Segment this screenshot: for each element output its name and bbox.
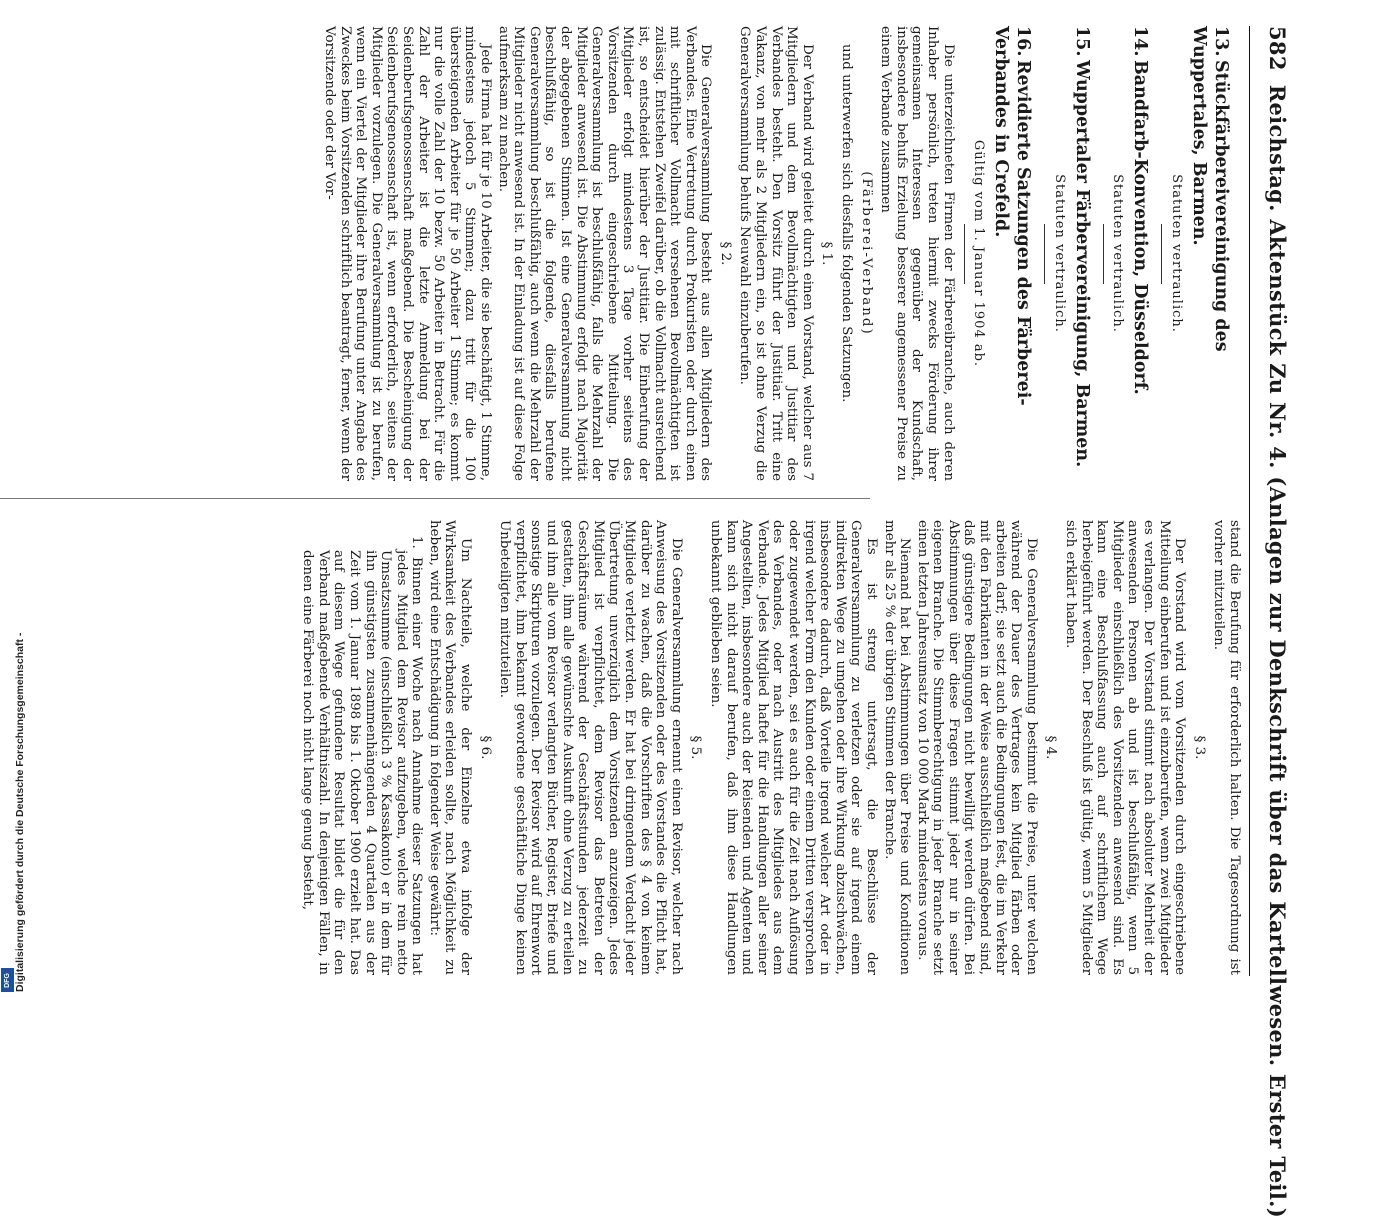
running-title: Reichstag. Aktenstück Zu Nr. 4. (Anlagen zur Denkschrift über das Kartellwesen. Erster Teil.) (1265, 84, 1290, 1218)
paragraph-5-text: Die Generalversammlung ernennt einen Revisor, welcher nach Anweisung des Vorsitzenden oder des Vorstandes die Pflicht hat, darüber zu wachen, daß die Vorschriften des § 4 von keinem Mitgliede verletzt werden. Er hat bei dringendem Verdacht jeder Übertretung unverzüglich dem Vorsitzenden anzuzeigen. Jedes Mitglied ist verpflichtet, dem Revisor das Betreten der Geschäftsräume während der Geschäftsstunden jederzeit zu gestatten, ihm alle gewünschte Auskunft ohne Verzug zu erteilen und ihm alle vom Revisor verlangten Bücher, Register, Briefe und sonstige Skripturen vorzulegen. Der Revisor wird auf Ehrenwort verpflichtet, ihm bekannt gewordene geschäftliche Dinge keinen Unbeteiligten mitzuteilen. (497, 520, 684, 975)
digitization-credit-text: Digitalisierung gefördert durch die Deutsche Forschungsgemeinschaft - (14, 632, 26, 992)
digitization-credit (1, 600, 26, 1000)
paragraph-1-text: Der Verband wird geleitet durch einen Vorstand, welcher aus 7 Mitgliedern und dem Bevollmächtigten und Justitiar des Verbandes besteht. Den Vorsitz führt der Justitiar. Tritt eine Vakanz, von mehr als 2 Mitgliedern ein, so ist ohne Verzug die Generalversammlung behufs Neuwahl einzuberufen. (737, 26, 815, 481)
paragraph-5-heading: § 5. (688, 735, 704, 760)
divider-rule (1103, 224, 1104, 284)
document-page (0, 8, 1290, 1218)
paragraph-4-heading: § 4. (1043, 735, 1059, 760)
paragraph-4-text-c: Es ist streng untersagt, die Beschlüsse der Generalversammlung zu verletzen oder sie auf irgend einem indirekten Wege zu umgehen oder ihre Wirkung abzuschwächen, insbesondere dadurch, daß Vorteile irgend welcher Art oder in irgend welcher Form den Kunden oder einem Dritten versprochen oder zugewendet werden, sei es auch für die Zeit nach Auflösung des Verbandes, oder nach Austritt des Mitgliedes aus dem Verbande. Jedes Mitglied haftet für die Handlungen aller seiner Angestellten, insbesondere auch der Reisenden und Agenten und kann sich nicht darauf berufen, daß ihm diese Handlungen unbekannt geblieben seien. (708, 520, 879, 975)
paragraph-6-heading: § 6. (477, 735, 493, 760)
section-13-note: Statuten vertraulich. (1169, 174, 1184, 333)
running-head (1249, 26, 1290, 1218)
section-15-heading: 15.Wuppertaler Färbervereinigung, Barmen. (1071, 26, 1092, 468)
paragraph-4-text-b: Niemand hat bei Abstimmungen über Preise und Konditionen mehr als 25 % der übrigen Stimmen der Branche. (881, 520, 913, 975)
paragraph-3-heading: § 3. (1191, 735, 1207, 760)
paragraph-2-text: Die Generalversammlung besteht aus allen Mitgliedern des Verbandes. Eine Vertretung durch Prokuristen oder durch einen mit schriftlicher Vollmacht versehenen Bevollmächtigten ist zulässig. Entstehen Zweifel darüber, ob die Vollmacht ausreichend ist, so entscheidet hierüber der Justitiar. Die Einberufung der Mitglieder erfolgt mindestens 3 Tage vorher seitens des Vorsitzenden durch eingeschriebene Mitteilung. Die Generalversammlung ist beschlußfähig, falls die Mehrzahl der Mitglieder anwesend ist. Die Abstimmung erfolgt nach Majorität der abgegebenen Stimmen. Ist eine Generalversammlung nicht beschlußfähig, so ist die folgende, diesfalls berufene Generalversammlung beschlußfähig, auch wenn die Mehrzahl der Mitglieder nicht anwesend ist. In der Einladung ist auf diese Folge aufmerksam zu machen. (495, 26, 714, 481)
divider-rule (964, 224, 965, 284)
verband-name: (Färberei-Verband) (858, 171, 874, 336)
paragraph-3-text: Der Vorstand wird vom Vorsitzenden durch eingeschriebene Mitteilung einberufen und ist einzuberufen, wenn zwei Mitglieder es verlangen. Der Vorstand stimmt nach absoluter Mehrheit der anwesenden Personen ab und ist beschlußfähig, wenn 5 Mitglieder einschließlich des Vorsitzenden anwesend sind. Es kann eine Beschlußfassung auch auf schriftlichem Wege herbeigeführt werden. Der Beschluß ist gültig, wenn 5 Mitglieder sich erklärt haben. (1063, 520, 1188, 975)
left-column (319, 26, 1242, 481)
dfg-logo-icon[interactable] (1, 968, 14, 992)
section-16-heading: 16.Revidierte Satzungen des Färberei-Verbandes in Crefeld. (991, 26, 1034, 406)
paragraph-2-heading: § 2. (717, 241, 733, 266)
intro-paragraph: Die unterzeichneten Firmen der Färbereibranche, auch deren Inhaber persönlich, treten hiermit zwecks Förderung ihrer gemeinsamen Interessen gegenüber der Kundschaft, insbesondere behufs Erzielung besserer angemessener Preise zu einem Verbande zusammen (878, 26, 956, 481)
intro-paragraph-2: und unterwerfen sich diesfalls folgenden Satzungen. (839, 44, 855, 403)
paragraph-1-heading: § 1. (819, 241, 835, 266)
paragraph-6-text: Um Nachteile, welche der Einzelne etwa infolge der Wirksamkeit des Verbandes erleiden sollte, nach Möglichkeit zu heben, wird eine Entschädigung in folgender Weise gewährt: (426, 520, 474, 975)
section-16-validity: Gültig vom 1. Januar 1904 ab. (971, 139, 987, 368)
dfg-logo-text: DFG (4, 972, 11, 988)
section-13-heading: 13.Stückfärbereivereinigung des Wuppertales, Barmen. (1189, 26, 1231, 352)
divider-rule (1161, 224, 1162, 284)
page-number: 582 (1265, 26, 1290, 71)
right-column (298, 520, 1242, 975)
paragraph-2-text-b: Jede Firma hat für je 10 Arbeiter, die sie beschäftigt, 1 Stimme, mindestens jedoch 5 Stimmen; dazu tritt für die 100 übersteigenden Arbeiter für je 50 Arbeiter 1 Stimme; es kommt nur die volle Zahl der 10 bezw. 50 Arbeiter in Betracht. Für die Zahl der Arbeiter ist die letzte Anmeldung bei der Seidenberufsgenossenschaft maßgebend. Die Bescheinigung der Seidenberufsgenossenschaft ist, wenn erforderlich, seitens der Mitglieder vorzulegen. Die Generalversammlung ist zu berufen, wenn ein Viertel der Mitglieder ihre Berufung unter Angabe des Zweckes beim Vorsitzenden schriftlich beantragt, ferner, wenn der Vorsitzende oder der Vor- (322, 26, 493, 481)
continuation-text: stand die Berufung für erforderlich halten. Die Tagesordnung ist vorher mitzuteilen. (1211, 520, 1242, 975)
divider-rule (1044, 224, 1045, 284)
paragraph-6-item-1: 1. Binnen einer Woche nach Annahme dieser Satzungen hat jedes Mitglied dem Revisor aufzugeben, welche rein netto Umsatzsumme (einschließlich 3 % Kassakonto) er in dem für ihn günstigsten zusammenhängenden 4 Quartalen aus der Zeit vom 1. Januar 1898 bis 1. Oktober 1900 erzielt hat. Das auf diesem Wege gefundene Resultat bildet die für den Verband maßgebende Verhältniszahl. In denjenigen Fällen, in denen eine Färberei noch nicht lange genug besteht, (300, 536, 425, 975)
section-15-note: Statuten vertraulich. (1051, 174, 1067, 333)
section-14-heading: 14.Bandfarb-Konvention, Düsseldorf. (1130, 26, 1151, 395)
column-divider (0, 498, 870, 499)
section-14-note: Statuten vertraulich. (1110, 174, 1126, 333)
paragraph-4-text: Die Generalversammlung bestimmt die Preise, unter welchen während der Dauer des Vertrages kein Mitglied färben oder arbeiten darf; sie setzt auch die Bedingungen fest, die im Verkehr mit den Fabrikanten in der Weise ausschließlich maßgebend sind, daß günstigere Bedingungen nicht bewilligt werden dürfen. Bei Abstimmungen über diese Fragen stimmt jeder nur in seiner eigenen Branche. Die Stimmberechtigung in jeder Branche setzt einen letzten Jahresumsatz von 10 000 Mark mindestens voraus. (914, 520, 1039, 975)
